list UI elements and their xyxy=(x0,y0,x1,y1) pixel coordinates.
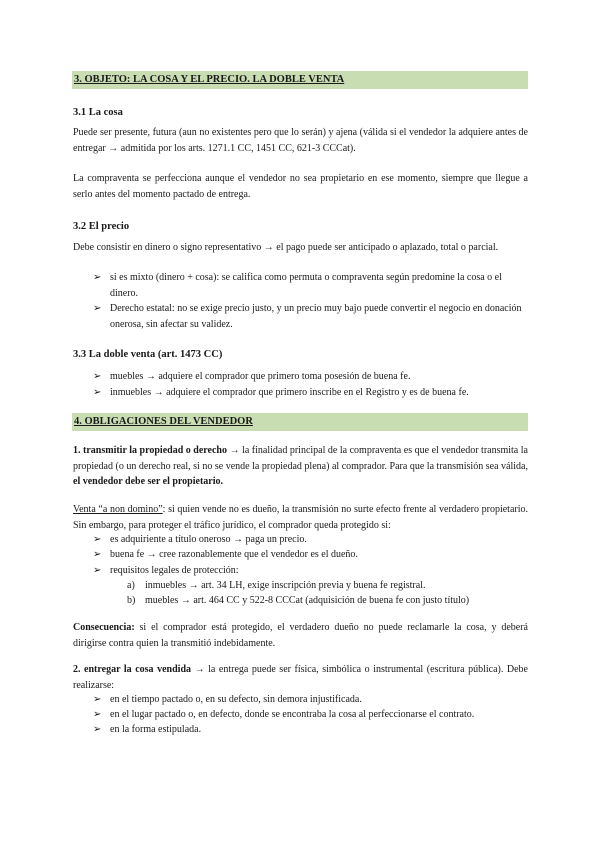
list-marker: a) xyxy=(127,580,135,591)
list-item-text: inmuebles → art. 34 LH, exige inscripción previa y buena fe registral. xyxy=(145,580,426,591)
list-item xyxy=(93,385,528,401)
section-4-heading: 4. OBLIGACIONES DEL VENDEDOR xyxy=(72,413,528,431)
subsection-3-1-title: 3.1 La cosa xyxy=(73,107,123,118)
obligacion-1-emphasis: el vendedor debe ser el propietario. xyxy=(73,476,223,487)
venta-non-domino-text: : si quien vende no es dueño, la transmisión no surte efecto frente al verdadero propietario. Sin embargo, para proteger el tráfico jurídico, el comprador queda protegido si: xyxy=(73,504,529,531)
arrow-bullet-icon: ➢ xyxy=(93,549,102,560)
list-item-text: en la forma estipulada. xyxy=(110,724,202,735)
venta-non-domino-label: Venta “a non domino” xyxy=(73,504,163,515)
arrow-bullet-icon: ➢ xyxy=(93,694,102,705)
list-item xyxy=(93,563,528,579)
arrow-bullet-icon: ➢ xyxy=(93,534,102,545)
list-item-text: muebles → art. 464 CC y 522-8 CCCat (adquisición de buena fe con justo título) xyxy=(145,595,470,606)
list-marker: b) xyxy=(127,595,136,606)
list-item-text: en el tiempo pactado o, en su defecto, sin demora injustificada. xyxy=(110,694,362,705)
arrow-bullet-icon: ➢ xyxy=(93,303,102,314)
list-item xyxy=(93,369,528,385)
subsection-3-3-title: 3.3 La doble venta (art. 1473 CC) xyxy=(73,349,223,360)
list-item xyxy=(93,692,528,708)
arrow-bullet-icon: ➢ xyxy=(93,709,102,720)
paragraph-venta-non-domino xyxy=(73,502,528,533)
paragraph-obligacion-2 xyxy=(73,662,528,693)
list-item-text: inmuebles → adquiere el comprador que primero inscribe en el Registro y es de buena fe. xyxy=(110,387,469,398)
consecuencia-label: Consecuencia: xyxy=(73,622,135,633)
list-item-text: requisitos legales de protección: xyxy=(110,565,239,576)
obligacion-1-text: → la finalidad principal de la compraventa es que el vendedor transmita la propiedad (o un derecho real, si no se vende la propiedad plena) al comprador. Para que la transmisión sea válida, xyxy=(73,445,528,472)
paragraph-cosa-1: Puede ser presente, futura (aun no existentes pero que lo serán) y ajena (válida si el vendedor la adquiere antes de entregar → admitida por los arts. 1271.1 CC, 1451 CC, 621-3 CCCat). xyxy=(73,127,528,154)
list-item xyxy=(127,578,528,594)
paragraph-precio: Debe consistir en dinero o signo representativo → el pago puede ser anticipado o aplazado, total o parcial. xyxy=(73,242,499,253)
obligacion-1-title: 1. transmitir la propiedad o derecho xyxy=(73,445,227,456)
list-item-text: buena fe → cree razonablemente que el vendedor es el dueño. xyxy=(110,549,358,560)
list-item-text: Derecho estatal: no se exige precio justo, y un precio muy bajo puede convertir el negocio en donación onerosa, sin afectar su validez. xyxy=(110,303,522,330)
consecuencia-text: si el comprador está protegido, el verdadero dueño no puede reclamarle la cosa, y deberá dirigirse contra quien la transmitió indebidamente. xyxy=(73,622,528,649)
paragraph-cosa-2: La compraventa se perfecciona aunque el vendedor no sea propietario en ese momento, siempre que llegue a serlo antes del momento pactado de entrega. xyxy=(73,173,528,200)
obligacion-2-title: 2. entregar la cosa vendida xyxy=(73,664,192,675)
list-item-text: en el lugar pactado o, en defecto, donde se encontraba la cosa al perfeccionarse el contrato. xyxy=(110,709,475,720)
list-item xyxy=(93,722,528,738)
list-item xyxy=(93,301,528,332)
arrow-bullet-icon: ➢ xyxy=(93,724,102,735)
list-item xyxy=(93,707,528,723)
arrow-bullet-icon: ➢ xyxy=(93,387,102,398)
list-item xyxy=(93,270,528,301)
list-item xyxy=(127,593,528,609)
arrow-bullet-icon: ➢ xyxy=(93,565,102,576)
paragraph-obligacion-1 xyxy=(73,443,528,490)
section-3-heading: 3. OBJETO: LA COSA Y EL PRECIO. LA DOBLE VENTA xyxy=(72,71,528,89)
arrow-bullet-icon: ➢ xyxy=(93,272,102,283)
list-item-text: muebles → adquiere el comprador que primero toma posesión de buena fe. xyxy=(110,371,411,382)
paragraph-consecuencia xyxy=(73,620,528,651)
list-item xyxy=(93,532,528,548)
subsection-3-2-title: 3.2 El precio xyxy=(73,221,130,232)
list-item-text: es adquiriente a título oneroso → paga un precio. xyxy=(110,534,307,545)
arrow-bullet-icon: ➢ xyxy=(93,371,102,382)
list-item-text: si es mixto (dinero + cosa): se califica como permuta o compraventa según predomine la cosa o el dinero. xyxy=(110,272,502,299)
list-item xyxy=(93,547,528,563)
obligacion-2-text: → la entrega puede ser física, simbólica o instrumental (escritura pública). Debe realizarse: xyxy=(73,664,528,691)
